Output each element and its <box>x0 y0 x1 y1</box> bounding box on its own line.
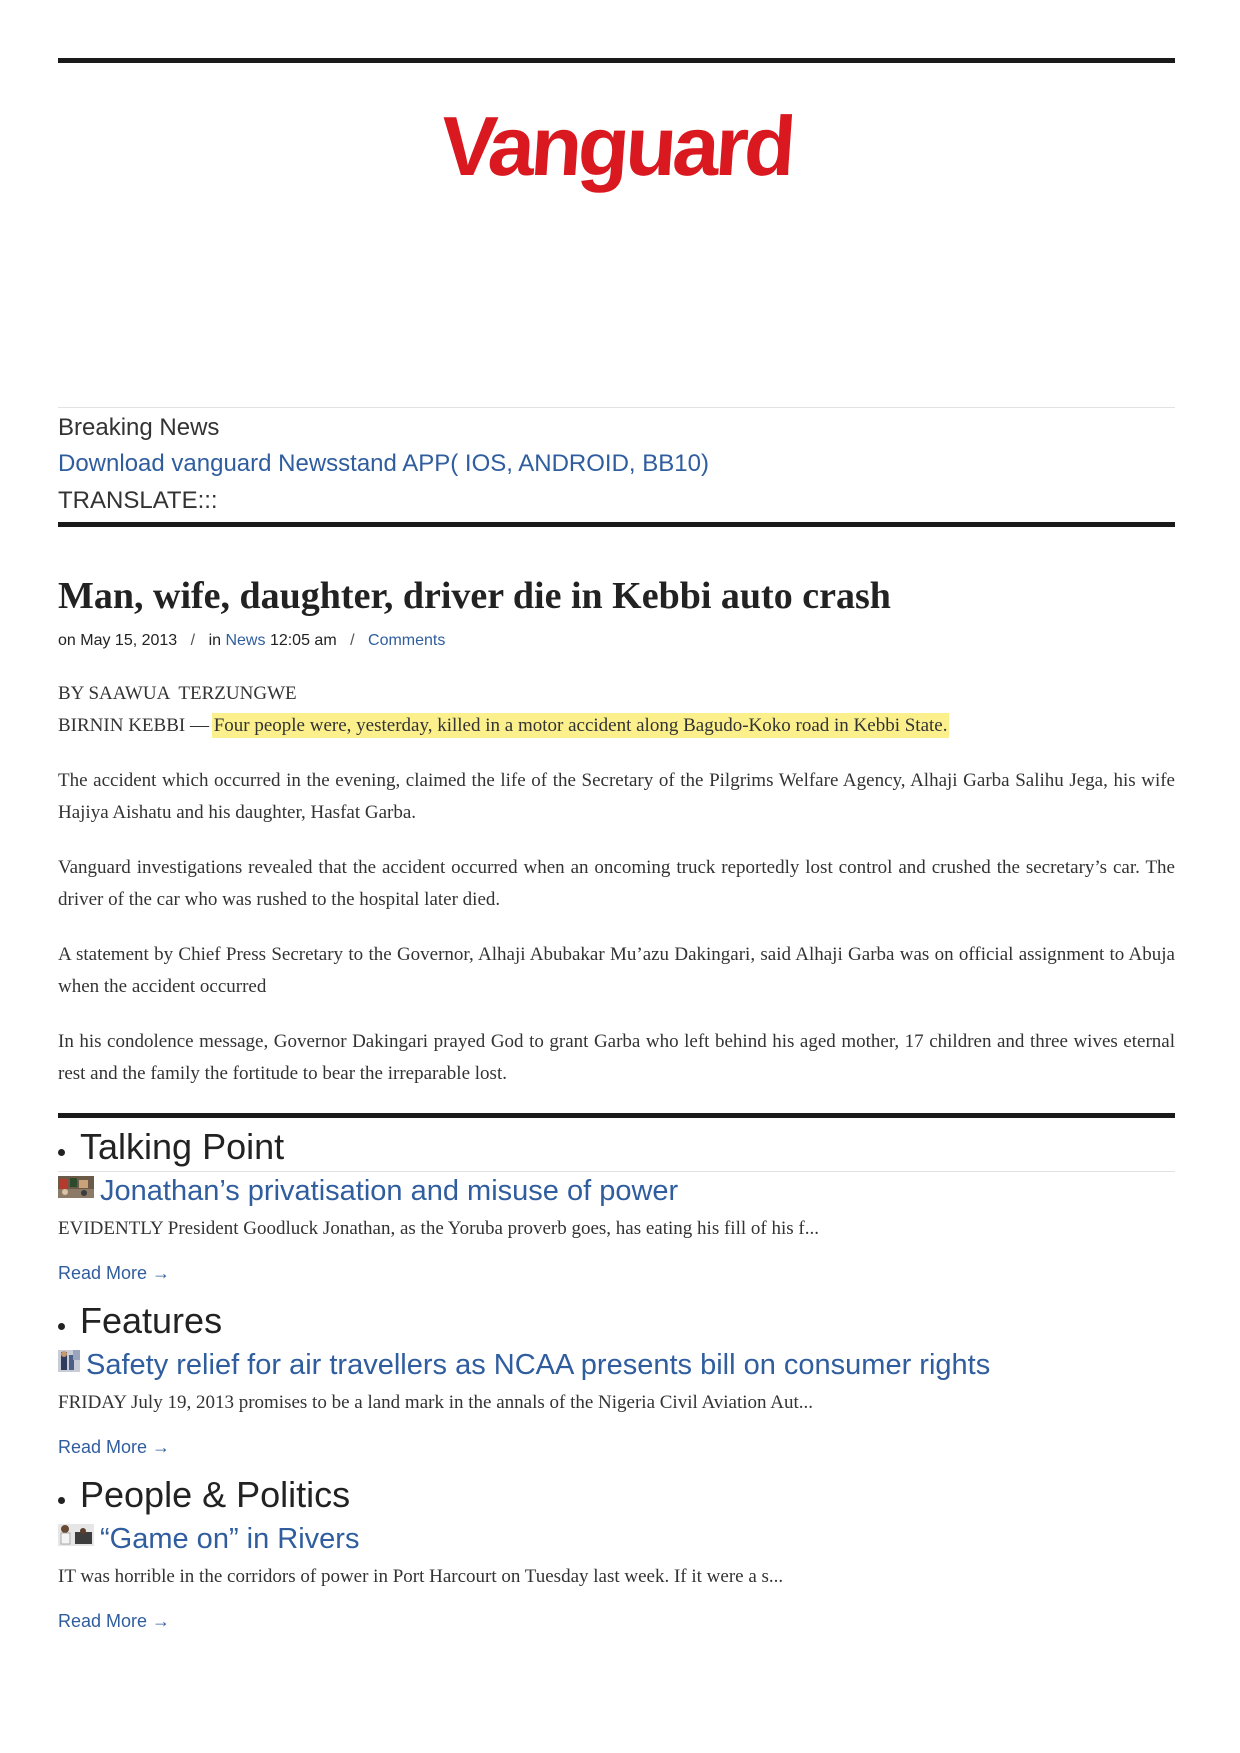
meta-date: May 15, 2013 <box>80 632 178 649</box>
section-title-text: Features <box>80 1300 223 1341</box>
article-body <box>58 678 1175 1113</box>
story-row <box>58 1172 1175 1210</box>
article-end-rule <box>58 1113 1175 1118</box>
story-title-link[interactable]: Safety relief for air travellers as NCAA presents bill on consumer rights <box>86 1349 991 1381</box>
story-row <box>58 1346 1175 1384</box>
meta-comments-link[interactable]: Comments <box>368 632 446 649</box>
read-more-link[interactable]: Read More → <box>58 1263 171 1283</box>
section-people-politics <box>58 1473 1175 1634</box>
article-headline: Man, wife, daughter, driver die in Kebbi auto crash <box>58 575 891 617</box>
section-title <box>58 1125 1175 1169</box>
section-title <box>58 1473 1175 1517</box>
story-title-link[interactable]: “Game on” in Rivers <box>100 1523 360 1555</box>
nav-divider <box>58 522 1175 527</box>
download-app-link[interactable]: Download vanguard Newsstand APP( IOS, ANDROID, BB10) <box>58 450 709 477</box>
article-paragraph: A statement by Chief Press Secretary to the Governor, Alhaji Abubakar Mu’azu Dakingari, said Alhaji Garba was on official assignment to Abuja when the accident occurred <box>58 944 1175 997</box>
meta-separator: / <box>350 632 355 649</box>
logo[interactable] <box>58 99 1175 193</box>
section-talking-point <box>58 1125 1175 1286</box>
header-divider <box>58 407 1175 408</box>
top-rule <box>58 58 1175 63</box>
story-excerpt: EVIDENTLY President Goodluck Jonathan, as the Yoruba proverb goes, has eating his fill of his f... <box>58 1218 819 1239</box>
read-more-link[interactable]: Read More → <box>58 1611 171 1631</box>
read-more-link[interactable]: Read More → <box>58 1437 171 1457</box>
bullet-icon <box>58 1149 65 1156</box>
breaking-news-label: Breaking News <box>58 414 220 441</box>
story-thumbnail-icon[interactable] <box>58 1350 80 1372</box>
story-thumbnail-icon[interactable] <box>58 1524 94 1546</box>
story-title-link[interactable]: Jonathan’s privatisation and misuse of power <box>100 1175 679 1207</box>
meta-on-prefix: on <box>58 632 76 649</box>
section-title <box>58 1299 1175 1343</box>
bullet-icon <box>58 1323 65 1330</box>
article-lead <box>58 678 1175 742</box>
meta-separator: / <box>190 632 196 649</box>
highlighted-lead-sentence: Four people were, yesterday, killed in a motor accident along Bagudo-Koko road in Kebbi State. <box>213 715 948 736</box>
section-title-text: People & Politics <box>80 1474 351 1515</box>
story-thumbnail-icon[interactable] <box>58 1176 94 1198</box>
article-meta <box>58 630 445 652</box>
article-byline: BY SAAWUA TERZUNGWE <box>58 683 297 704</box>
meta-in-prefix: in <box>208 632 222 649</box>
story-row <box>58 1520 1175 1558</box>
article-paragraph: Vanguard investigations revealed that the accident occurred when an oncoming truck reportedly lost control and crushed the secretary’s car. The driver of the car who was rushed to the hospital later died. <box>58 857 1175 910</box>
translate-label[interactable]: TRANSLATE::: <box>58 487 218 514</box>
vanguard-logo-text: Vanguard <box>437 99 796 193</box>
meta-category-link[interactable]: News <box>225 632 266 649</box>
story-excerpt: FRIDAY July 19, 2013 promises to be a land mark in the annals of the Nigeria Civil Aviation Aut... <box>58 1392 813 1413</box>
meta-time: 12:05 am <box>269 632 337 649</box>
story-excerpt: IT was horrible in the corridors of power in Port Harcourt on Tuesday last week. If it were a s... <box>58 1566 784 1587</box>
article-dateline: BIRNIN KEBBI — <box>58 715 209 736</box>
section-features <box>58 1299 1175 1460</box>
article-paragraph: The accident which occurred in the evening, claimed the life of the Secretary of the Pilgrims Welfare Agency, Alhaji Garba Salihu Jega, his wife Hajiya Aishatu and his daughter, Hasfat Garba. <box>58 770 1175 823</box>
bullet-icon <box>58 1497 65 1504</box>
article-paragraph: In his condolence message, Governor Dakingari prayed God to grant Garba who left behind his aged mother, 17 children and three wives eternal rest and the family the fortitude to bear the irreparable lost. <box>58 1031 1175 1084</box>
section-title-text: Talking Point <box>80 1126 285 1167</box>
